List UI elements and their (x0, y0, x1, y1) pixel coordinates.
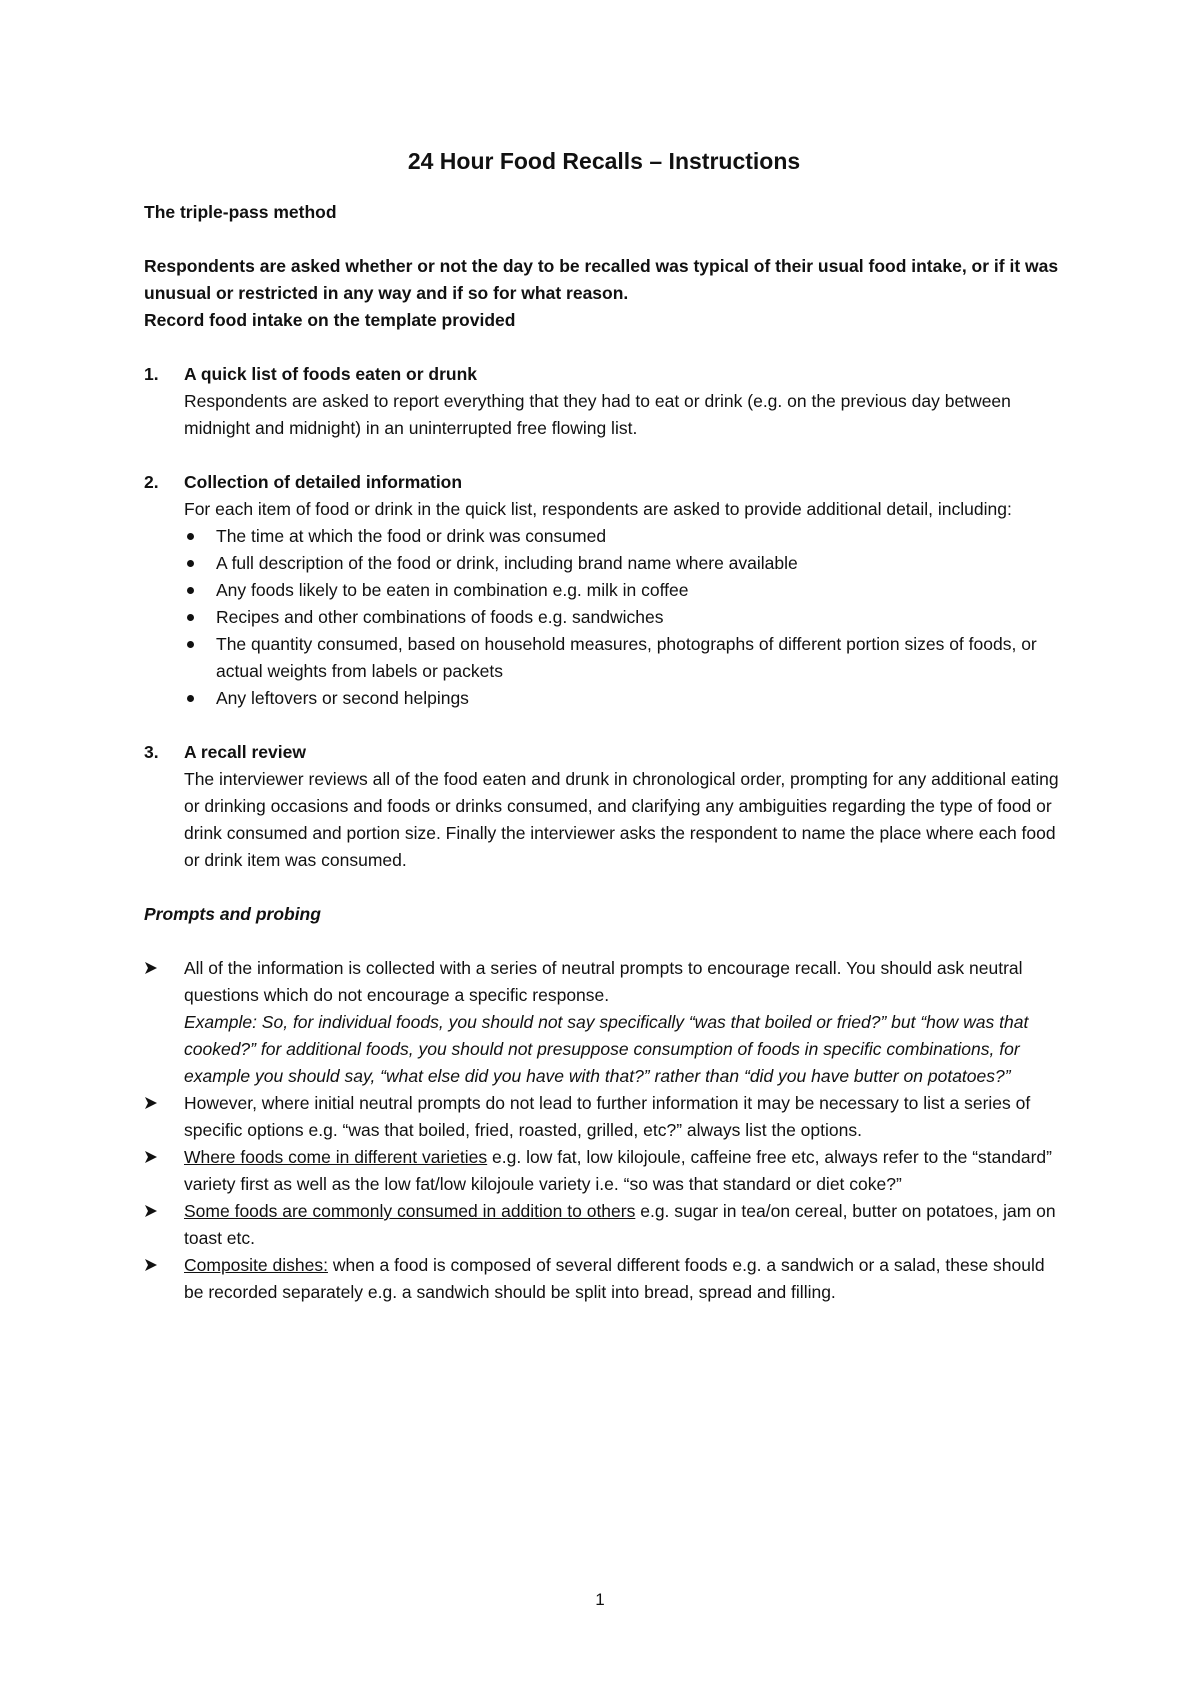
prompt-text: Composite dishes: when a food is composed of several different foods e.g. a sandwich or a salad, these should be recorded separately e.g. a sandwich should be split into bread, spread and filling. (184, 1255, 1045, 1302)
list-item (144, 1198, 1064, 1252)
page-content (144, 146, 1064, 1306)
prompt-text: All of the information is collected with a series of neutral prompts to encourage recall. You should ask neutral questions which do not encourage a specific response. (184, 958, 1023, 1005)
step-heading: A quick list of foods eaten or drunk (184, 364, 477, 384)
detail-bullet-list (184, 523, 1064, 712)
intro-paragraph: Respondents are asked whether or not the day to be recalled was typical of their usual food intake, or if it was unusual or restricted in any way and if so for what reason. (144, 256, 1059, 303)
list-item: A full description of the food or drink, including brand name where available (184, 550, 1064, 577)
bullet-icon (187, 641, 194, 648)
step-text: For each item of food or drink in the quick list, respondents are asked to provide additional detail, including: (184, 499, 1012, 519)
prompt-text: Where foods come in different varieties e.g. low fat, low kilojoule, caffeine free etc, always refer to the “standard” variety first as well as the low fat/low kilojoule variety i.e. “so was that standard or diet coke?” (184, 1147, 1052, 1194)
list-item (144, 1252, 1064, 1306)
step-item-3 (144, 739, 1064, 874)
prompts-heading: Prompts and probing (144, 904, 321, 924)
list-item (144, 1144, 1064, 1198)
bullet-icon (187, 560, 194, 567)
arrow-bullet-icon (144, 1258, 158, 1272)
arrow-bullet-icon (144, 961, 158, 975)
prompts-list (144, 955, 1064, 1306)
step-number: 2. (144, 472, 159, 492)
prompt-text: Some foods are commonly consumed in addition to others e.g. sugar in tea/on cereal, butter on potatoes, jam on toast etc. (184, 1201, 1056, 1248)
step-heading: A recall review (184, 742, 306, 762)
arrow-bullet-icon (144, 1150, 158, 1164)
page-title: 24 Hour Food Recalls – Instructions (407, 148, 801, 174)
prompt-underlined-term: Some foods are commonly consumed in addition to others (184, 1201, 636, 1221)
step-item-2 (144, 469, 1064, 712)
step-number: 1. (144, 364, 159, 384)
prompt-text: However, where initial neutral prompts do not lead to further information it may be necessary to list a series of specific options e.g. “was that boiled, fried, roasted, grilled, etc?” always list the options. (184, 1093, 1031, 1140)
step-heading: Collection of detailed information (184, 472, 463, 492)
intro-instruction: Record food intake on the template provided (144, 310, 516, 330)
step-item-1 (144, 361, 1064, 442)
list-item: The time at which the food or drink was consumed (184, 523, 1064, 550)
arrow-bullet-icon (144, 1096, 158, 1110)
prompt-example: Example: So, for individual foods, you should not say specifically “was that boiled or fried?” but “how was that cooked?” for additional foods, you should not presuppose consumption of foods in specific combinations, for example you should say, “what else did you have with that?” rather than “did you have butter on potatoes?” (184, 1012, 1029, 1086)
list-item: Any leftovers or second helpings (184, 685, 1064, 712)
bullet-icon (187, 695, 194, 702)
page-number: 1 (595, 1590, 605, 1609)
list-item: Any foods likely to be eaten in combination e.g. milk in coffee (184, 577, 1064, 604)
list-item (144, 1090, 1064, 1144)
step-text: The interviewer reviews all of the food eaten and drunk in chronological order, prompting for any additional eating or drinking occasions and foods or drinks consumed, and clarifying any ambiguities regarding the type of food or drink consumed and portion size. Finally the interviewer asks the respondent to name the place where each food or drink item was consumed. (184, 769, 1059, 870)
prompt-underlined-term: Composite dishes: (184, 1255, 328, 1275)
arrow-bullet-icon (144, 1204, 158, 1218)
list-item (144, 955, 1064, 1090)
list-item: The quantity consumed, based on household measures, photographs of different portion sizes of foods, or actual weights from labels or packets (184, 631, 1064, 685)
steps-list (144, 361, 1064, 874)
step-text: Respondents are asked to report everything that they had to eat or drink (e.g. on the previous day between midnight and midnight) in an uninterrupted free flowing list. (184, 391, 1011, 438)
bullet-icon (187, 587, 194, 594)
step-number: 3. (144, 742, 159, 762)
prompt-underlined-term: Where foods come in different varieties (184, 1147, 488, 1167)
section-subtitle: The triple-pass method (144, 202, 337, 222)
list-item: Recipes and other combinations of foods e.g. sandwiches (184, 604, 1064, 631)
bullet-icon (187, 614, 194, 621)
bullet-icon (187, 533, 194, 540)
